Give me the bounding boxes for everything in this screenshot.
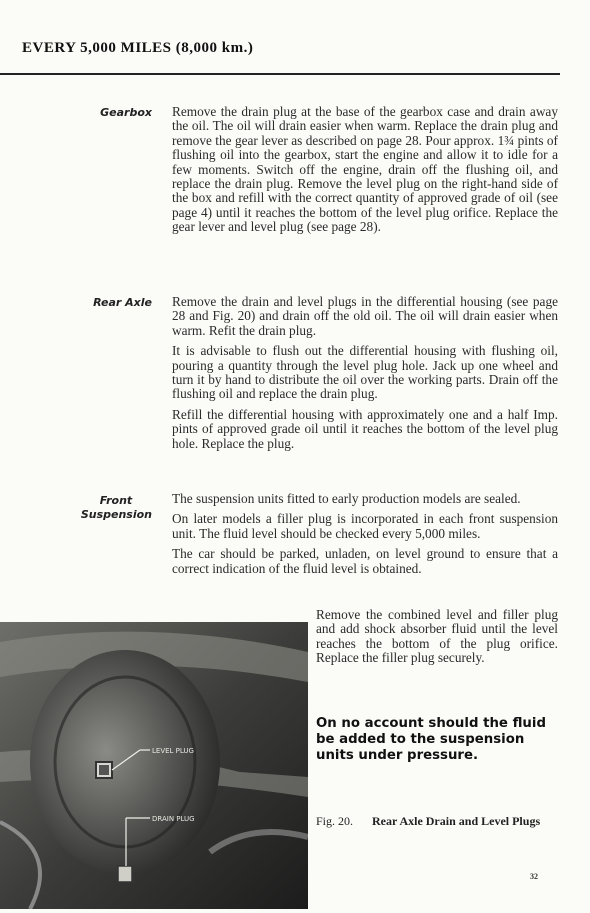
front-suspension-text <box>172 492 558 582</box>
drain-plug-label: DRAIN PLUG <box>152 815 195 823</box>
front-suspension-label-line2: Suspension <box>80 508 152 521</box>
gearbox-text <box>172 105 558 241</box>
figure-caption <box>316 815 556 828</box>
figure-title: Rear Axle Drain and Level Plugs <box>372 814 541 828</box>
page-header: EVERY 5,000 MILES (8,000 km.) <box>22 40 254 56</box>
level-plug-label: LEVEL PLUG <box>152 747 194 755</box>
page-number: 32 <box>530 872 538 881</box>
rear-axle-paragraph: Remove the drain and level plugs in the differential housing (see page 28 and Fig. 20) and drain off the old oil. The oil will drain easier when warm. Refit the drain plug. <box>172 294 558 338</box>
rear-axle-paragraph: Refill the differential housing with approximately one and a half Imp. pints of approved grade oil until it reaches the bottom of the level plug hole. Replace the plug. <box>172 406 558 451</box>
header-rule <box>0 73 560 75</box>
gearbox-label: Gearbox <box>100 106 152 119</box>
rear-axle-photo <box>0 622 308 909</box>
front-suspension-paragraph: The car should be parked, unladen, on level ground to ensure that a correct indication of the fluid level is obtained. <box>172 546 558 576</box>
front-suspension-paragraph: On later models a filler plug is incorporated in each front suspension unit. The fluid level should be checked every 5,000 miles. <box>172 511 558 541</box>
front-suspension-paragraph: The suspension units fitted to early production models are sealed. <box>172 491 521 506</box>
front-suspension-label-line1: Front <box>99 494 133 507</box>
rear-axle-paragraph: It is advisable to flush out the differential housing with flushing oil, pouring a quantity through the level plug hole. Jack up one wheel and turn it by hand to distribute the oil over the working parts. Drain off the flushing oil and replace the drain plug. <box>172 343 558 402</box>
gearbox-paragraph: Remove the drain plug at the base of the gearbox case and drain away the oil. The oil will drain easier when warm. Replace the drain plug and remove the gear lever as described on page 28. Pour approx. 1¾ pints of flushing oil into the gearbox, start the engine and allow it to idle for a few moments. Switch off the engine, drain off the flushing oil, and replace the drain plug. Remove the level plug on the right-hand side of the box and refill with the correct quantity of approved grade of oil (see page 4) until it reaches the bottom of the level plug orifice. Replace the gear lever and level plug (see page 28). <box>172 104 558 235</box>
figure-number: Fig. 20. <box>316 814 354 828</box>
rear-axle-label: Rear Axle <box>93 296 152 309</box>
rear-axle-photo-drawing <box>0 622 308 909</box>
front-suspension-continued: Remove the combined level and filler plug and add shock absorber fluid until the level reaches the bottom of the plug orifice. Replace the filler plug securely. <box>316 607 558 666</box>
rear-axle-text <box>172 295 558 457</box>
front-suspension-label <box>20 494 152 522</box>
warning-note: On no account should the fluid be added to the suspension units under pressure. <box>316 716 546 763</box>
